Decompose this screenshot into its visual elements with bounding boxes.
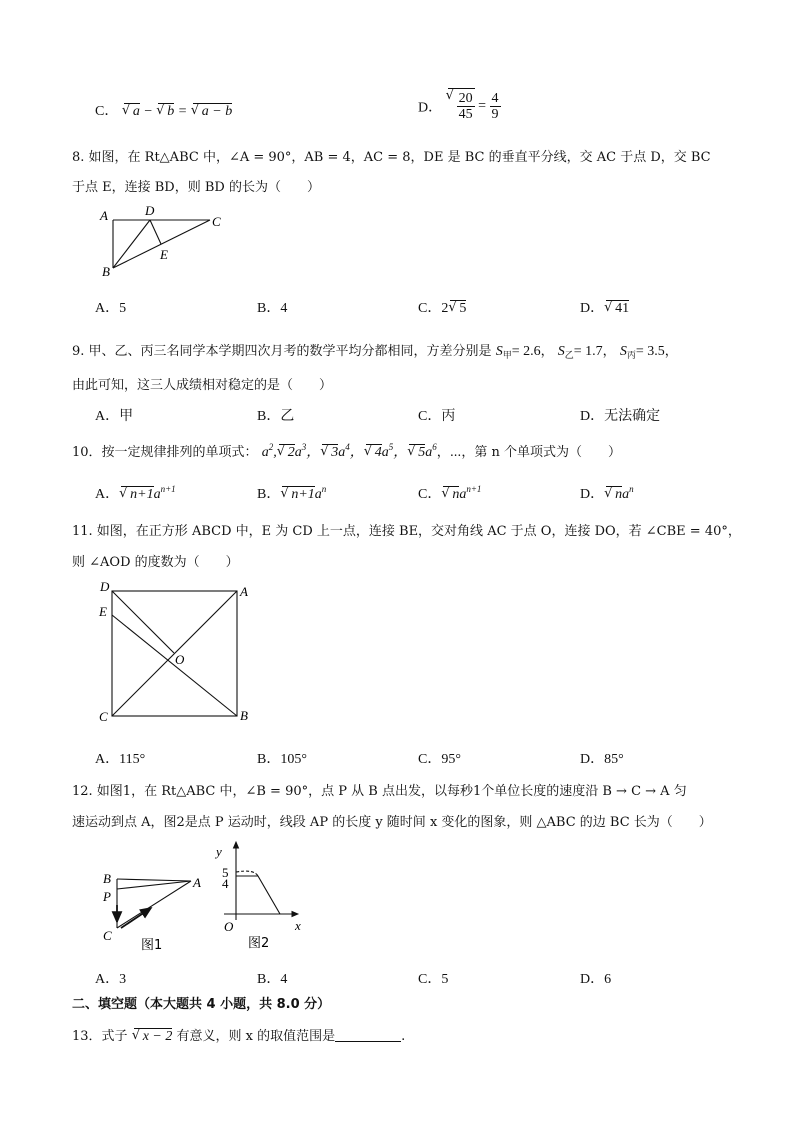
q13-radicand: √ x − 2	[134, 1028, 173, 1045]
q7-d-denominator: 45	[458, 107, 473, 122]
q10-option-a-label: A．	[95, 487, 120, 502]
q10-option-d[interactable]: D．√ $na^n$	[580, 483, 634, 503]
q12-fig1-caption: 图1	[141, 938, 163, 953]
q12-fig1-label-p: P	[103, 889, 111, 904]
q8-fig-label-d: D	[145, 203, 155, 218]
q9-variance-1: = 2.6	[511, 344, 541, 359]
q9-variance-sub-2: 乙	[564, 350, 574, 360]
q13-answer-blank[interactable]	[335, 1029, 401, 1042]
q8-option-d-label: D．	[580, 301, 605, 316]
q8-fig-label-b: B	[102, 264, 110, 278]
q8-option-c-radicand: √ 5	[450, 300, 466, 317]
q7-d-numerator: √ 20	[458, 91, 473, 106]
q12-option-b[interactable]: B．4	[257, 972, 288, 987]
q8-option-d-radicand: √ 41	[606, 300, 629, 317]
q12-option-d[interactable]: D．6	[580, 972, 612, 987]
q10-option-c-label: C．	[418, 487, 442, 502]
q7-option-c[interactable]: C． √ a − √ b = √ a − b	[95, 100, 232, 120]
q12-fig2-caption: 图2	[248, 936, 270, 951]
q11-option-b[interactable]: B．105°	[257, 752, 307, 767]
q11-option-d[interactable]: D．85°	[580, 752, 624, 767]
q11-fig-label-d: D	[100, 579, 110, 594]
q9-stem-line1: 9. 甲、乙、丙三名同学本学期四次月考的数学平均分都相同，方差分别是 $S_甲= 2.6$， $S_乙= 1.7$， $S_丙= 3.5$，	[72, 344, 678, 360]
q13-stem-end: .	[401, 1029, 406, 1044]
q8-fig-label-c: C	[212, 214, 221, 229]
q12-option-c[interactable]: C．5	[418, 972, 449, 987]
q9-option-b[interactable]: B．乙	[257, 409, 295, 424]
q7-option-d[interactable]: D． √ $\frac{20}{45}$ = $\frac{4}{9}$	[418, 88, 501, 122]
q13-stem-suffix: 有意义，则 x 的取值范围是	[176, 1029, 336, 1044]
q7-d-result-denominator: 9	[491, 107, 499, 122]
q12-stem-line2: 速运动到点 A，图2是点 P 运动时，线段 AP 的长度 y 随时间 x 变化的图象，则 △ABC 的边 BC 长为（ ）	[72, 815, 712, 830]
q10-option-c[interactable]: C．√ $na^{n+1}$	[418, 483, 481, 503]
q9-option-a[interactable]: A．甲	[95, 409, 134, 424]
q12-fig2-label-y: y	[216, 844, 222, 859]
q8-figure	[95, 200, 230, 278]
q8-stem-line2: 于点 E，连接 BD，则 BD 的长为（ ）	[72, 180, 320, 195]
q12-fig1-label-a: A	[193, 875, 201, 890]
q9-option-c[interactable]: C．丙	[418, 409, 456, 424]
q12-option-a[interactable]: A．3	[95, 972, 127, 987]
q11-option-a[interactable]: A．115°	[95, 752, 146, 767]
q9-option-d[interactable]: D．无法确定	[580, 409, 661, 424]
q8-option-b[interactable]: B．4	[257, 301, 288, 316]
q9-stem-text: 9. 甲、乙、丙三名同学本学期四次月考的数学平均分都相同，方差分别是	[72, 344, 492, 359]
q9-variance-sub-3: 丙	[626, 350, 636, 360]
q11-fig-label-e: E	[99, 604, 107, 619]
q12-fig2-label-x: x	[295, 918, 301, 933]
q8-option-a[interactable]: A．5	[95, 301, 127, 316]
q10-option-b-label: B．	[257, 487, 281, 502]
q11-fig-label-o: O	[175, 652, 185, 667]
q10-stem-prefix: 10．按一定规律排列的单项式：	[72, 445, 258, 460]
q11-option-c[interactable]: C．95°	[418, 752, 461, 767]
q11-fig-label-b: B	[240, 708, 248, 723]
q12-fig2-tick-5: 5	[222, 865, 229, 880]
q12-figure-2	[210, 838, 310, 958]
q12-fig2-label-o: O	[224, 919, 234, 934]
q11-fig-label-c: C	[99, 709, 108, 724]
q12-fig2-tick-4: 4	[222, 876, 229, 891]
q8-option-c-label: C．2	[418, 301, 449, 316]
q11-stem-line2: 则 ∠AOD 的度数为（ ）	[72, 555, 239, 570]
q10-option-b[interactable]: B．√ $n+1a^n$	[257, 483, 326, 503]
q12-fig1-label-b: B	[103, 871, 111, 886]
q7-d-result-numerator: 4	[491, 91, 499, 106]
section-2-title: 二、填空题（本大题共 4 小题，共 8.0 分）	[72, 997, 331, 1012]
q8-fig-label-e: E	[160, 247, 168, 262]
q12-fig1-label-c: C	[103, 928, 112, 943]
q9-stem-line2: 由此可知，这三人成绩相对稳定的是（ ）	[72, 378, 333, 393]
q10-option-a[interactable]: A．√ $n+1a^{n+1}$	[95, 483, 176, 503]
q12-stem-line1: 12. 如图1，在 Rt△ABC 中，∠B = 90°，点 P 从 B 点出发，以每秒1个单位长度的速度沿 B → C → A 匀	[72, 784, 687, 799]
q10-stem-suffix: ，⋯，第 n 个单项式为（ ）	[436, 445, 622, 460]
q11-fig-label-a: A	[240, 584, 248, 599]
q13-stem-prefix: 13．式子	[72, 1029, 128, 1044]
q12-figure-1	[95, 860, 205, 955]
q10-option-d-label: D．	[580, 487, 605, 502]
q11-stem-line1: 11. 如图，在正方形 ABCD 中，E 为 CD 上一点，连接 BE，交对角线 AC 于点 O，连接 DO，若 ∠CBE = 40°，	[72, 524, 741, 539]
q7-option-c-label: C．	[95, 104, 119, 119]
q13-stem	[72, 1025, 405, 1045]
q8-stem-line1: 8. 如图，在 Rt△ABC 中，∠A = 90°，AB = 4，AC = 8，DE 是 BC 的垂直平分线，交 AC 于点 D，交 BC	[72, 150, 711, 165]
q9-variance-2: = 1.7	[573, 344, 603, 359]
q8-option-c[interactable]	[418, 297, 466, 317]
q10-stem: 10．按一定规律排列的单项式： $a^2,√$ $2a^3$，√ $3a^4$，√ $4a^5$，√ $5a^6$，⋯，第 n 个单项式为（ ）	[72, 441, 621, 461]
q7-option-d-label: D．	[418, 100, 443, 116]
q11-figure	[95, 575, 260, 730]
q8-fig-label-a: A	[100, 208, 108, 223]
q9-variance-3: = 3.5	[635, 344, 665, 359]
q8-option-d[interactable]	[580, 297, 629, 317]
q9-variance-sub-1: 甲	[502, 350, 512, 360]
